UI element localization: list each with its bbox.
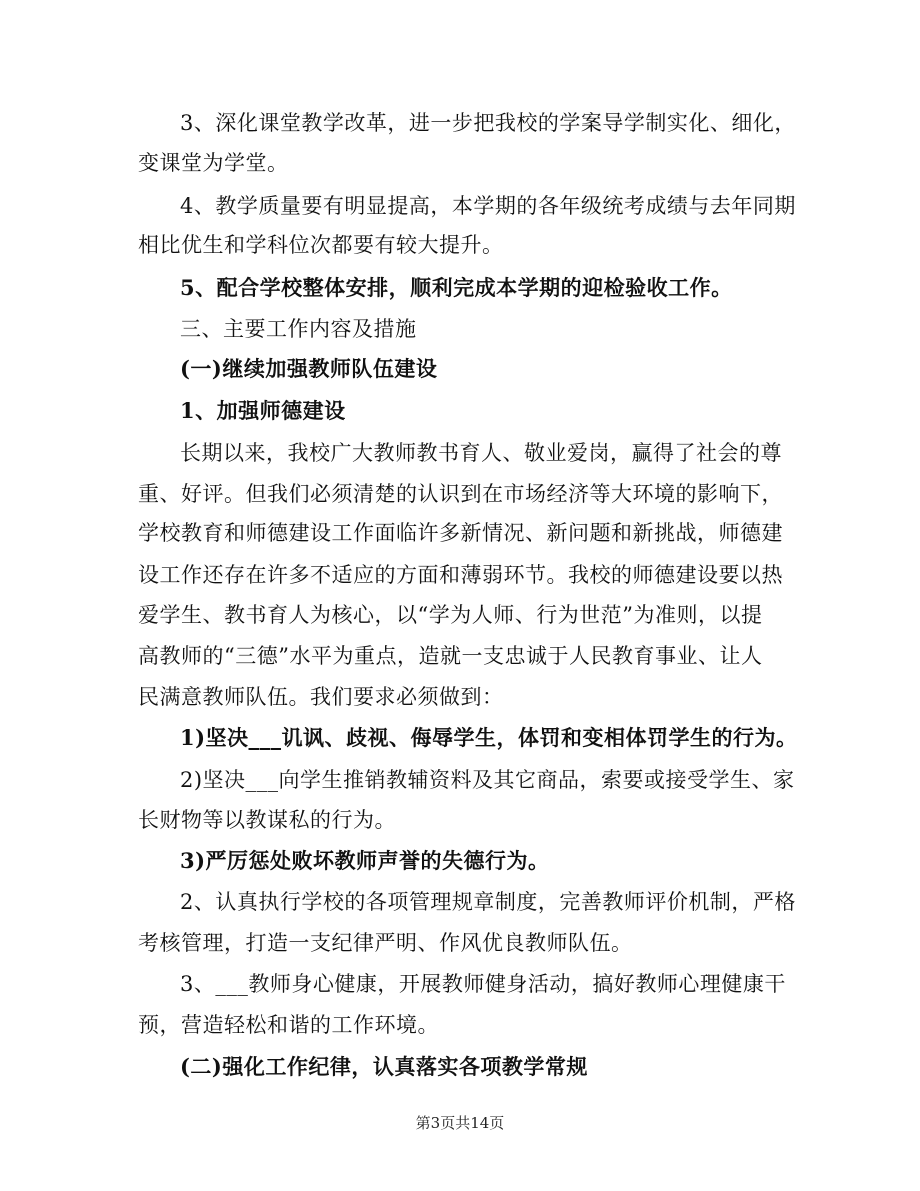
section-heading: 三、主要工作内容及措施	[180, 317, 417, 341]
subsection-heading: (二)强化工作纪律，认真落实各项教学常规	[180, 1054, 588, 1079]
text-line: 重、好评。但我们必须清楚的认识到在市场经济等大环境的影响下，	[138, 482, 783, 506]
text-line: 变课堂为学堂。	[138, 151, 289, 175]
text-line: 3)严厉惩处败坏教师声誉的失德行为。	[180, 848, 550, 873]
text-line: 2)坚决___向学生推销教辅资料及其它商品，索要或接受学生、家	[180, 768, 795, 792]
subsection-heading: (一)继续加强教师队伍建设	[180, 356, 438, 381]
text-line: 4、教学质量要有明显提高，本学期的各年级统考成绩与去年同期	[180, 194, 796, 218]
page-number: 第3页共14页	[415, 1114, 505, 1132]
text-line: 学校教育和师德建设工作面临许多新情况、新问题和新挑战，师德建	[138, 521, 783, 545]
text-line: 高教师的“三德”水平为重点，造就一支忠诚于人民教育事业、让人	[138, 644, 763, 668]
text-line: 设工作还存在许多不适应的方面和薄弱环节。我校的师德建设要以热	[138, 563, 783, 587]
text-line: 相比优生和学科位次都要有较大提升。	[138, 233, 504, 257]
text-line: 长期以来，我校广大教师教书育人、敬业爱岗，赢得了社会的尊	[180, 441, 782, 465]
item-heading: 1、加强师德建设	[180, 398, 346, 423]
text-line: 考核管理，打造一支纪律严明、作风优良教师队伍。	[138, 931, 633, 955]
text-line: 长财物等以教谋私的行为。	[138, 808, 396, 832]
text-line: 5、配合学校整体安排，顺利完成本学期的迎检验收工作。	[180, 275, 733, 300]
text-line: 爱学生、教书育人为核心，以“学为人师、行为世范”为准则，以提	[138, 603, 763, 627]
text-line: 1)坚决___讥讽、歧视、侮辱学生，体罚和变相体罚学生的行为。	[180, 725, 798, 750]
text-line: 2、认真执行学校的各项管理规章制度，完善教师评价机制，严格	[180, 890, 796, 914]
text-line: 预，营造轻松和谐的工作环境。	[138, 1013, 439, 1037]
text-line: 民满意教师队伍。我们要求必须做到：	[138, 685, 504, 709]
text-line: 3、深化课堂教学改革，进一步把我校的学案导学制实化、细化，	[180, 111, 796, 135]
text-line: 3、___教师身心健康，开展教师健身活动，搞好教师心理健康干	[180, 972, 786, 996]
